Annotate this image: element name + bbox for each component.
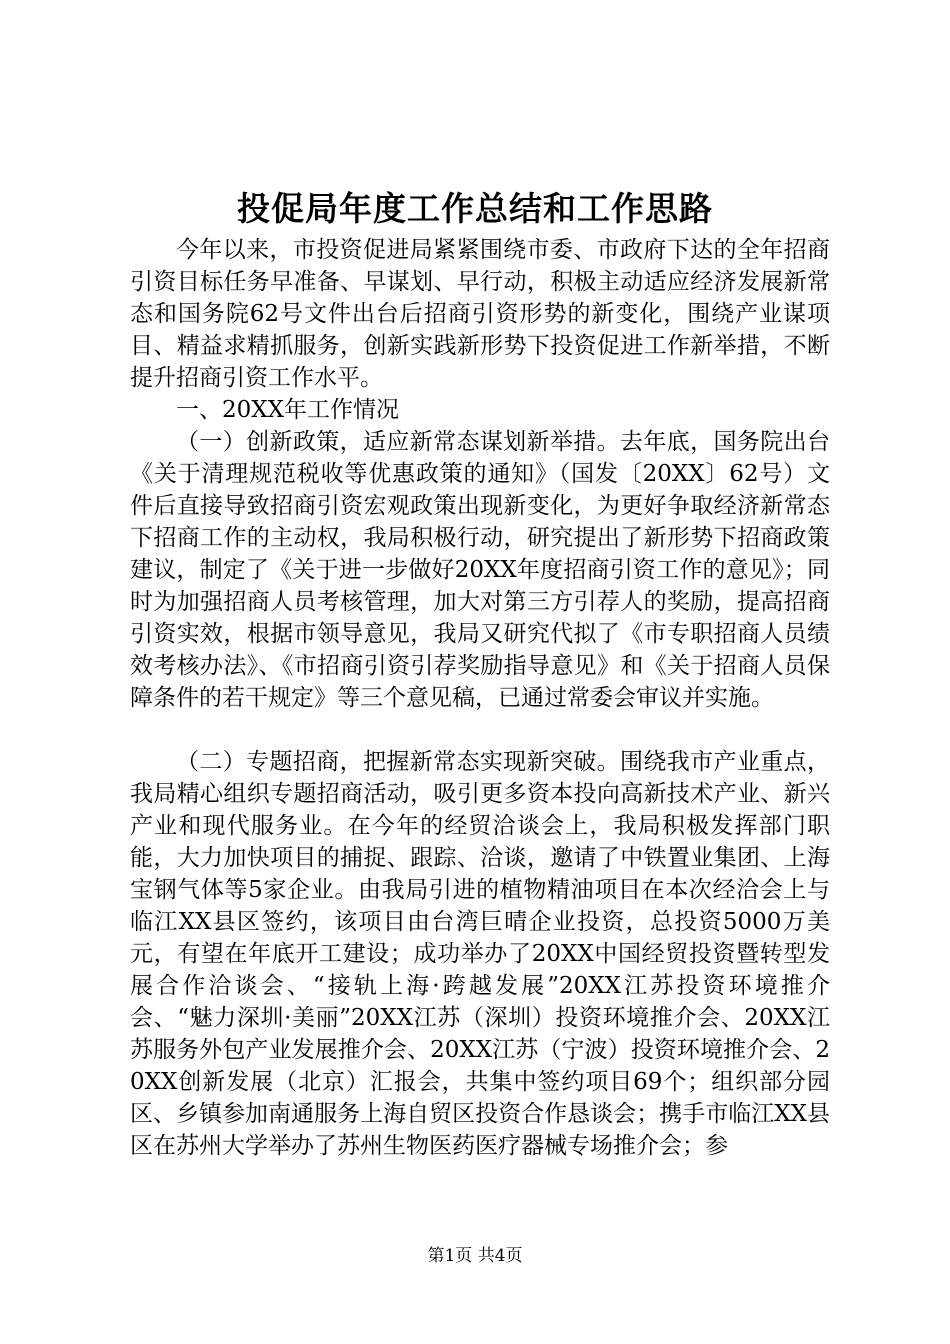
- policy-paragraph: （一）创新政策，适应新常态谋划新举措。去年底，国务院出台《关于清理规范税收等优惠政策的通知》（国发〔20XX〕62号）文件后直接导致招商引资宏观政策出现新变化，为更好争取经济新常态下招商工作的主动权，我局积极行动，研究提出了新形势下招商政策建议，制定了《关于进一步做好20XX年度招商引资工作的意见》；同时为加强招商人员考核管理，加大对第三方引荐人的奖励，提高招商引资实效，根据市领导意见，我局又研究代拟了《市专职招商人员绩效考核办法》、《市招商引资引荐奖励指导意见》和《关于招商人员保障条件的若干规定》等三个意见稿，已通过常委会审议并实施。: [130, 429, 830, 711]
- investment-paragraph: （二）专题招商，把握新常态实现新突破。围绕我市产业重点，我局精心组织专题招商活动，吸引更多资本投向高新技术产业、新兴产业和现代服务业。在今年的经贸洽谈会上，我局积极发挥部门职能，大力加快项目的捕捉、跟踪、洽谈，邀请了中铁置业集团、上海宝钢气体等5家企业。由我局引进的植物精油项目在本次经洽会上与临江XX县区签约，该项目由台湾巨晴企业投资，总投资5000万美元，有望在年底开工建设；成功举办了20XX中国经贸投资暨转型发展合作洽谈会、“接轨上海·跨越发展”20XX江苏投资环境推介会、“魅力深圳·美丽”20XX江苏（深圳）投资环境推介会、20XX江苏服务外包产业发展推介会、20XX江苏（宁波）投资环境推介会、20XX创新发展（北京）汇报会，共集中签约项目69个；组织部分园区、乡镇参加南通服务上海自贸区投资合作恳谈会；携手市临江XX县区在苏州大学举办了苏州生物医药医疗器械专场推介会；参: [130, 749, 830, 1159]
- intro-paragraph: 今年以来，市投资促进局紧紧围绕市委、市政府下达的全年招商引资目标任务早准备、早谋划、早行动，积极主动适应经济发展新常态和国务院62号文件出台后招商引资形势的新变化，围绕产业谋项目、精益求精抓服务，创新实践新形势下投资促进工作新举措，不断提升招商引资工作水平。: [130, 237, 830, 391]
- document-title: 投促局年度工作总结和工作思路: [237, 189, 713, 228]
- document-body: [130, 234, 830, 1162]
- page-number-footer: 第1页 共4页: [427, 1246, 523, 1266]
- section-heading: 一、20XX年工作情况: [176, 397, 400, 423]
